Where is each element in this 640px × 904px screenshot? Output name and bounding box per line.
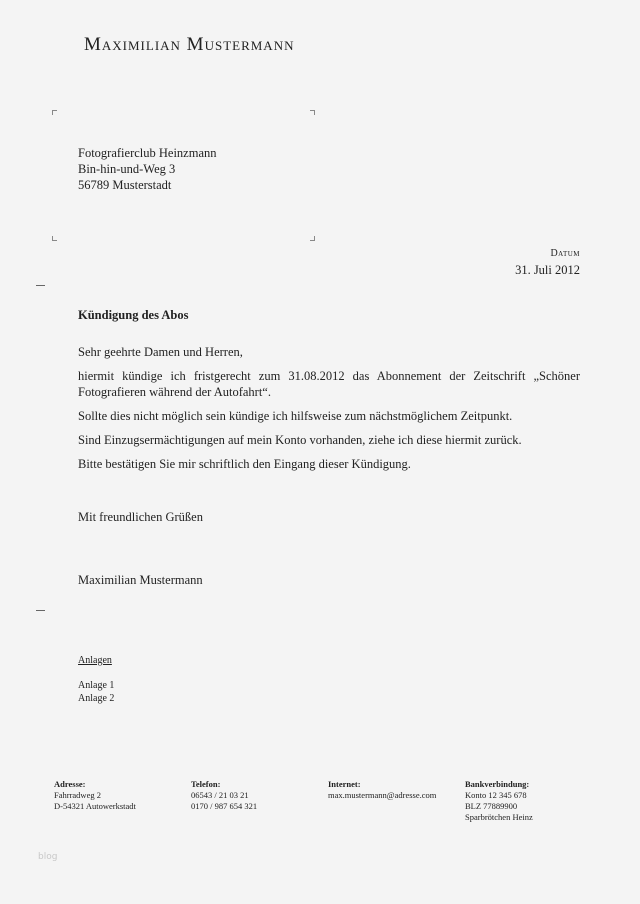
recipient-address (78, 145, 217, 193)
footer-line: 0170 / 987 654 321 (191, 801, 258, 811)
footer-title: Telefon: (191, 779, 221, 789)
date-label: Datum (550, 248, 580, 259)
footer-line: Sparbrötchen Heinz (465, 812, 533, 822)
sender-name: Maximilian Mustermann (84, 34, 295, 55)
signature: Maximilian Mustermann (78, 573, 203, 587)
footer-internet (328, 779, 465, 823)
address-window-corner (52, 236, 57, 241)
footer-line: max.mustermann@adresse.com (328, 790, 437, 800)
attachments-list (78, 679, 580, 705)
fold-mark (36, 610, 45, 611)
footer-title: Bankverbindung: (465, 779, 530, 789)
footer-address (54, 779, 191, 823)
recipient-line: Bin-hin-und-Weg 3 (78, 162, 176, 176)
footer (54, 779, 614, 823)
paragraph: Sind Einzugsermächtigungen auf mein Konto vorhanden, ziehe ich diese hiermit zurück. (78, 433, 522, 447)
footer-title: Internet: (328, 779, 361, 789)
recipient-line: 56789 Musterstadt (78, 178, 172, 192)
paragraph: Sollte dies nicht möglich sein kündige ich hilfsweise zum nächstmöglichem Zeitpunkt. (78, 409, 513, 423)
footer-line: Fahrradweg 2 (54, 790, 101, 800)
footer-line: BLZ 77889900 (465, 801, 518, 811)
letter-body (78, 344, 580, 705)
date: 31. Juli 2012 (515, 263, 580, 277)
footer-line: Konto 12 345 678 (465, 790, 527, 800)
closing: Mit freundlichen Grüßen (78, 510, 203, 524)
fold-mark (36, 285, 45, 286)
attachments-title: Anlagen (78, 655, 112, 666)
footer-phone (191, 779, 328, 823)
recipient-line: Fotografierclub Heinzmann (78, 146, 217, 160)
address-window-corner (52, 110, 57, 115)
attachment-item: Anlage 2 (78, 693, 115, 704)
attachment-item: Anlage 1 (78, 680, 115, 691)
footer-title: Adresse: (54, 779, 86, 789)
address-window-corner (310, 110, 315, 115)
paragraph: hiermit kündige ich fristgerecht zum 31.08.2012 das Abonnement der Zeitschrift „Schöner Fotografieren während der Autofahrt“. (78, 369, 580, 399)
paragraph: Bitte bestätigen Sie mir schriftlich den Eingang dieser Kündigung. (78, 457, 411, 471)
footer-line: 06543 / 21 03 21 (191, 790, 249, 800)
footer-bank (465, 779, 602, 823)
salutation: Sehr geehrte Damen und Herren, (78, 345, 243, 359)
address-window-corner (310, 236, 315, 241)
footer-line: D-54321 Autowerkstadt (54, 801, 136, 811)
subject: Kündigung des Abos (78, 308, 189, 322)
watermark: blog (38, 852, 58, 862)
